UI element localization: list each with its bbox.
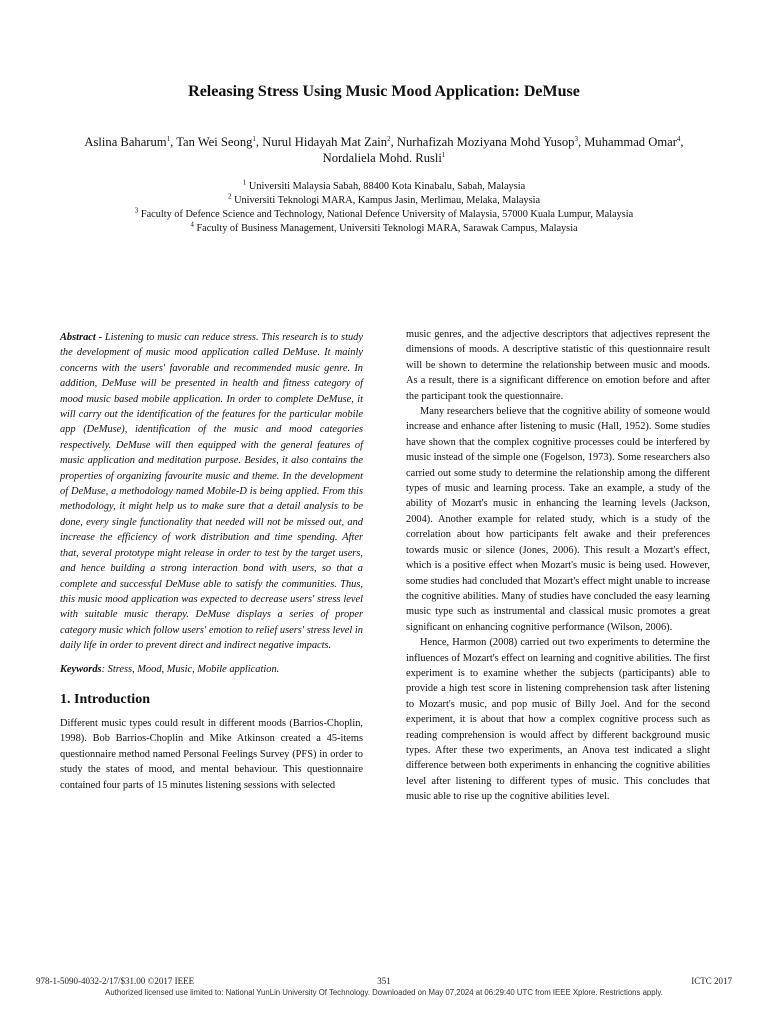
body-paragraph: music genres, and the adjective descriptors that adjectives represent the dimensions of moods. A descriptive statistic of this questionnaire result will be shown to determine the relationship between music and moods. As a result, there is a significant difference on emotion before and after the participant took the questionnaire. [406,329,710,402]
keywords-text: : Stress, Mood, Music, Mobile application. [101,663,280,675]
authorized-use-notice: Authorized licensed use limited to: National YunLin University Of Technology. Downloaded on May 07,2024 at 06:29:40 UTC from IEEE Xplore. Restrictions apply. [105,988,663,997]
keywords-label: Keywords [60,663,102,675]
paper-title: Releasing Stress Using Music Mood Application: DeMuse [188,83,580,100]
page-footer [36,975,732,989]
author: Tan Wei Seong$^1$, [176,134,263,149]
left-column [60,330,363,793]
keywords [60,662,363,677]
affiliation-list [40,180,728,236]
affiliation: $^3$ Faculty of Defence Science and Technology, National Defence University of Malaysia, 57000 Kuala Lumpur, Malaysia [134,206,634,220]
body-paragraph: Different music types could result in different moods (Barrios-Choplin, 1998). Bob Barrios-Choplin and Mike Atkinson created a 45-items questionnaire method named Personal Feelings Survey (PFS) in order to study the states of mood, and mental behaviour. This questionnaire contained four parts of 15 minutes listening sessions with selected [60,717,363,791]
author: Nurhafizah Moziyana Mohd Yusop$^3$, [396,134,585,149]
abstract-label: Abstract - [60,332,103,343]
body-paragraph: Many researchers believe that the cognitive ability of someone would increase and enhance after listening to music (Hall, 1952). Some studies have shown that the complex cognitive processes could be interfered by music instead of the simple one (Fogelson, 1973). Some researchers also carried out some study to determine the relationship among the different types of music and learning process. Take an example, a study of the ability of Mozart's music in enhancing the learning levels (Jackson, 2004). Another example for related study, which is a study of the correlation about how participants felt awake and their preferences towards music or silence (Jones, 2006). This result a Mozart's effect, which is a positive effect when Mozart's music is being used. However, some studies had concluded that Mozart's effect might unable to increase the cognitive abilities. Many of studies have concluded the easy learning music type such as instrumental and classical music promotes a great significant on enhancing cognitive performance (Wilson, 2006). [406,406,710,633]
affiliation: $^4$ Faculty of Business Management, Universiti Teknologi MARA, Sarawak Campus, Malaysia [190,220,578,234]
affiliation: $^1$ Universiti Malaysia Sabah, 88400 Kota Kinabalu, Sabah, Malaysia [242,178,526,192]
conference-name: ICTC 2017 [691,976,732,986]
body-paragraph: Hence, Harmon (2008) carried out two experiments to determine the influences of Mozart's effect on learning and cognitive abilities. The first experiment is to examine whether the subjects (participants) able to provide a high test score in listening comprehension task after listening to Mozart's music, and pop music of Billy Joel. And for the second experiment, it is about that how a complex cognitive process such as reading comprehension is would affect by different background music types. After these two experiments, an Anova test indicated a slight difference between both experiments in enhancing the cognitive abilities level after listening to different types of music. This concludes that music able to rise up the cognitive abilities level. [406,637,710,803]
page-number: 351 [377,976,391,986]
isbn-text: 978-1-5090-4032-2/17/$31.00 ©2017 IEEE [36,976,195,986]
author-list [60,134,708,166]
section-heading-introduction: 1. Introduction [60,691,150,707]
author: Nurul Hidayah Mat Zain$^2$, [262,134,397,149]
abstract [60,330,363,654]
affiliation: $^2$ Universiti Teknologi MARA, Kampus Jasin, Merlimau, Melaka, Malaysia [227,192,541,206]
abstract-text: Listening to music can reduce stress. This research is to study the development of music mood application called DeMuse. It mainly concerns with the users' favorable and recommended music genre. In addition, DeMuse will be presented in health and fitness category of mood music based mobile application. In order to complete DeMuse, it will carry out the identification of the features for the particular mobile app (DeMuse), identification of the music and mood categories respectively. DeMuse will then equipped with the general features of music application and meditation purpose. Besides, it also contains the properties of organizing favourite music and theme. In the development of DeMuse, a methodology named Mobile-D is being applied. From this methodology, it might help us to make sure that a detail analysis to be done, every single functionality that needed will not be missed out, and increase the efficiency of work distribution and time spending. After that, several prototype might release in order to test by the target users, and hence building a strong interaction bond with users, so that a complete and successful DeMuse able to satisfy the communities. Thus, this music mood application was expected to decrease users' stress level with suitable music therapy. DeMuse displays a series of proper category music which follow users' emotion to relief users' stress level in daily life in order to prevent direct and indirect negative impacts. [60,332,363,652]
author: Aslina Baharum$^1$, [84,134,177,149]
author: Nordaliela Mohd. Rusli$^1$ [322,150,446,165]
author: Muhammad Omar$^4$, [584,134,684,149]
right-column [406,327,710,805]
